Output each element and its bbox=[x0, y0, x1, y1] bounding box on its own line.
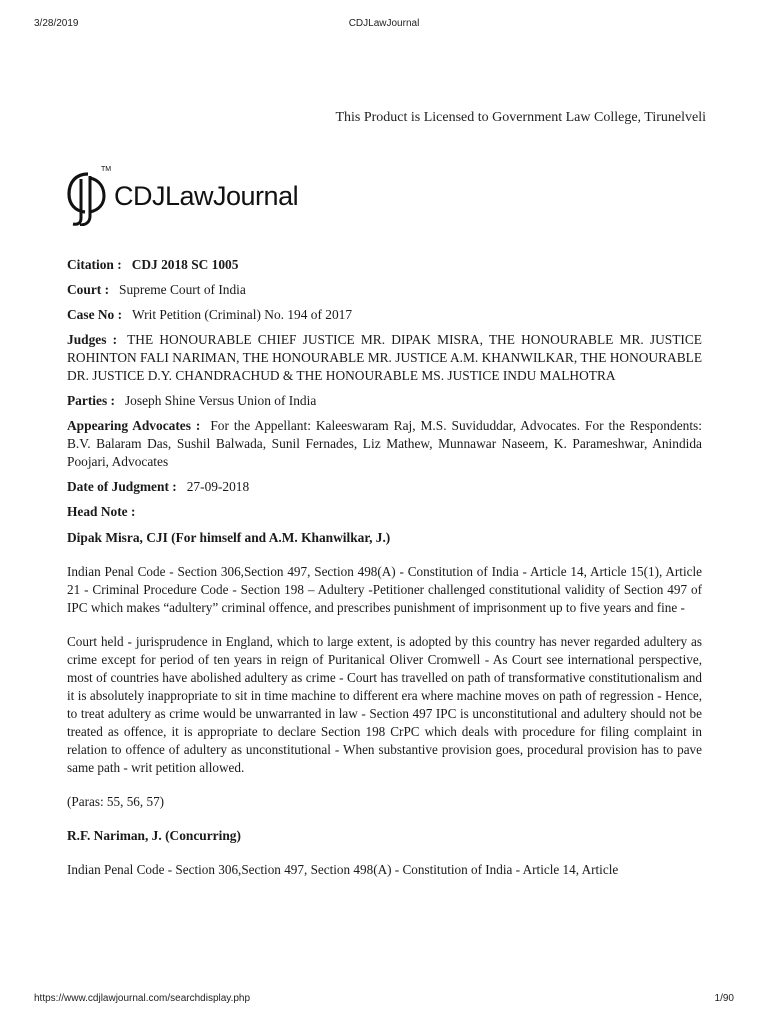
nariman-heading: R.F. Nariman, J. (Concurring) bbox=[67, 828, 241, 843]
page-counter: 1/90 bbox=[714, 993, 734, 1004]
misra-paras-reference: (Paras: 55, 56, 57) bbox=[67, 794, 165, 809]
document-content bbox=[67, 256, 702, 895]
citation-row bbox=[67, 256, 702, 274]
print-header bbox=[0, 18, 768, 32]
parties-value: Joseph Shine Versus Union of India bbox=[124, 393, 317, 408]
cdj-monogram-icon bbox=[66, 166, 114, 226]
license-notice: This Product is Licensed to Government Law College, Tirunelveli bbox=[335, 110, 706, 125]
judgment-date-label: Date of Judgment : bbox=[67, 479, 177, 494]
source-url[interactable]: https://www.cdjlawjournal.com/searchdisplay.php bbox=[34, 993, 251, 1004]
print-date: 3/28/2019 bbox=[34, 18, 79, 29]
court-value: Supreme Court of India bbox=[119, 282, 246, 297]
citation-value: CDJ 2018 SC 1005 bbox=[131, 257, 239, 272]
misra-heading: Dipak Misra, CJI (For himself and A.M. Khanwilkar, J.) bbox=[67, 530, 391, 545]
advocates-row bbox=[67, 417, 702, 471]
case-row bbox=[67, 306, 702, 324]
print-title: CDJLawJournal bbox=[348, 18, 420, 29]
judges-row bbox=[67, 331, 702, 385]
judges-label: Judges : bbox=[67, 332, 118, 347]
misra-paragraph-1: Indian Penal Code - Section 306,Section 497, Section 498(A) - Constitution of India - Article 14, Article 15(1), Article 21 - Criminal Procedure Code - Section 198 – Adultery -Petitioner challenged constitutional validity of Section 497 of IPC which makes “adultery” criminal offence, and prescribes punishment of imprisonment up to five years and fine - bbox=[67, 564, 702, 615]
advocates-label: Appearing Advocates : bbox=[67, 418, 201, 433]
parties-label: Parties : bbox=[67, 393, 115, 408]
case-label: Case No : bbox=[67, 307, 123, 322]
judgment-date-value: 27-09-2018 bbox=[186, 479, 250, 494]
cdj-logo bbox=[66, 166, 306, 226]
court-label: Court : bbox=[67, 282, 110, 297]
print-footer bbox=[0, 993, 768, 1007]
misra-paragraph-2: Court held - jurisprudence in England, which to large extent, is adopted by this country has never regarded adultery as crime except for period of ten years in reign of Puritanical Oliver Cromwell - As Court see international perspective, most of countries have abolished adultery as crime - Court has travelled on path of transformative constitutionalism and it is absolutely inappropriate to sit in time machine to different era where machine moves on path of regression - Hence, to treat adultery as crime would be unwarranted in law - Section 497 IPC is unconstitutional and adultery should not be treated as offence, it is appropriate to declare Section 198 CrPC which deals with procedure for filing complaint in relation to offence of adultery as unconstitutional - When substantive provision goes, procedural provision has to pave same path - writ petition allowed. bbox=[67, 634, 702, 775]
brand-name: CDJLawJournal bbox=[114, 181, 299, 211]
advocates-value: For the Appellant: Kaleeswaram Raj, M.S. Suviduddar, Advocates. For the Respondents: B.V. Balaram Das, Sushil Balwada, Sunil Fernades, Liz Mathew, Munnawar Naseem, K. Parameshwar, Anindida Poojari, Advocates bbox=[67, 418, 702, 469]
trademark-mark: TM bbox=[101, 166, 112, 173]
parties-row bbox=[67, 392, 702, 410]
court-row bbox=[67, 281, 702, 299]
nariman-paragraph-1: Indian Penal Code - Section 306,Section 497, Section 498(A) - Constitution of India - Article 14, Article bbox=[67, 862, 619, 877]
judgment-date-row bbox=[67, 478, 702, 496]
citation-label: Citation : bbox=[67, 257, 122, 272]
case-value: Writ Petition (Criminal) No. 194 of 2017 bbox=[132, 307, 353, 322]
judges-value: THE HONOURABLE CHIEF JUSTICE MR. DIPAK MISRA, THE HONOURABLE MR. JUSTICE ROHINTON FALI NARIMAN, THE HONOURABLE MR. JUSTICE A.M. KHANWILKAR, THE HONOURABLE DR. JUSTICE D.Y. CHANDRACHUD & THE HONOURABLE MS. JUSTICE INDU MALHOTRA bbox=[67, 332, 702, 383]
headnote-label: Head Note : bbox=[67, 504, 136, 519]
